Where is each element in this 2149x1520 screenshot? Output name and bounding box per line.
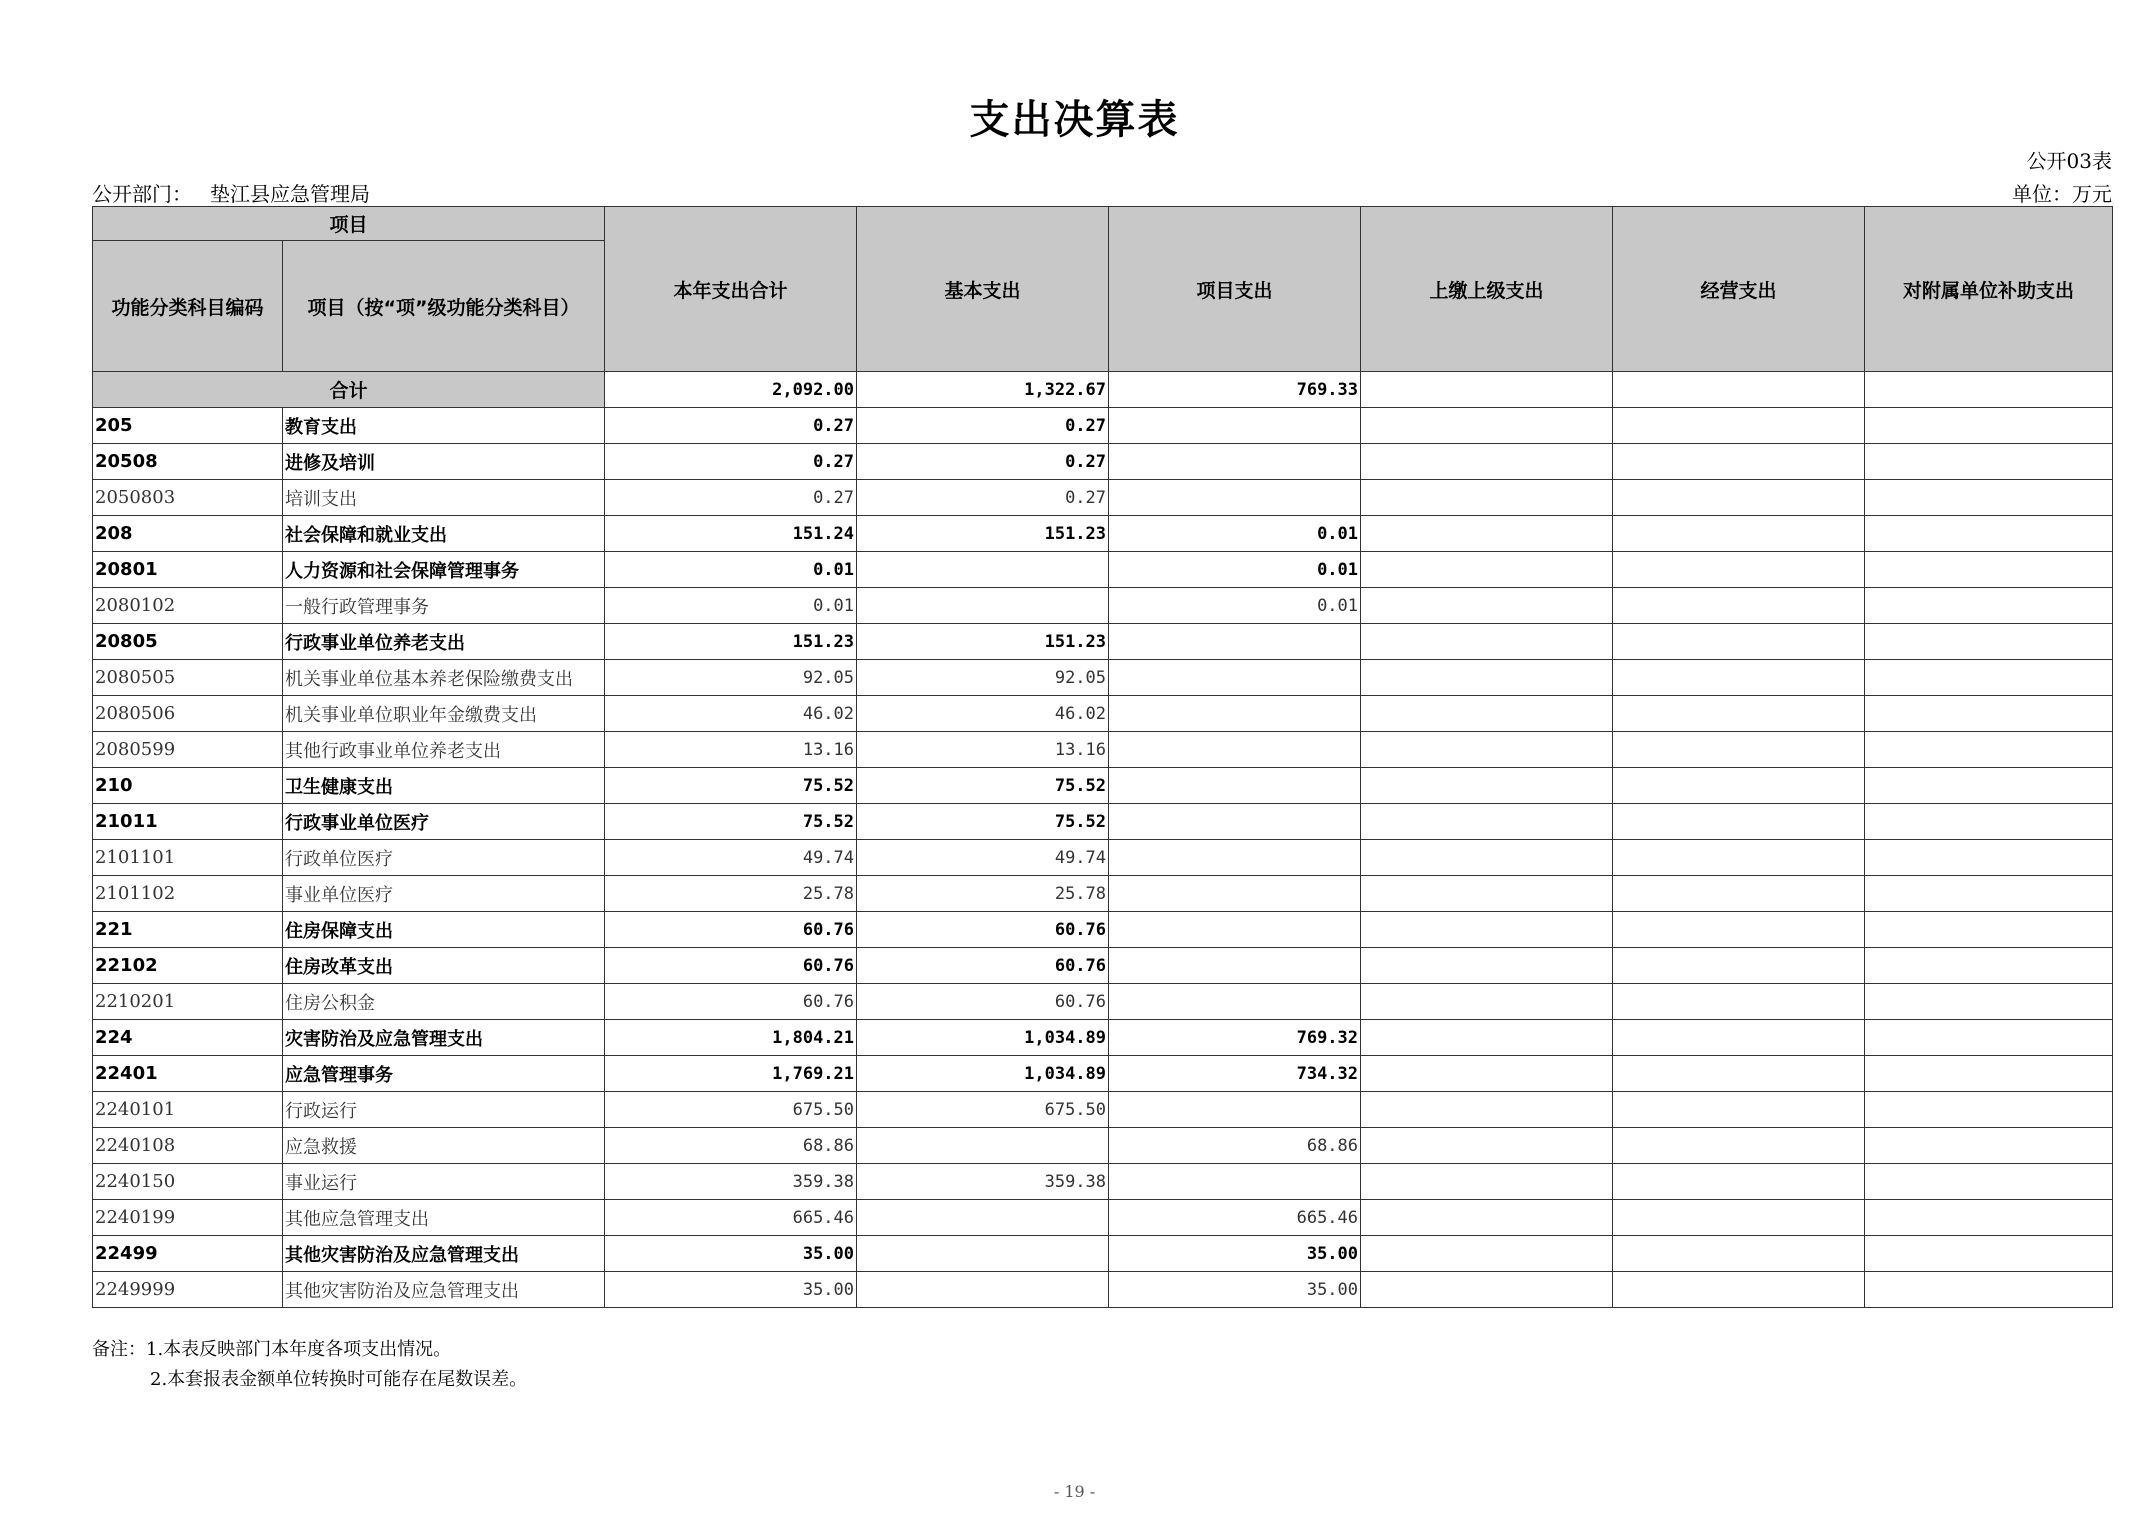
row-total: 151.23: [605, 624, 857, 660]
row-business: [1613, 516, 1865, 552]
note-2: 2.本套报表金额单位转换时可能存在尾数误差。: [150, 1369, 528, 1390]
row-total: 359.38: [605, 1164, 857, 1200]
row-project: 734.32: [1109, 1056, 1361, 1092]
row-name: 其他行政事业单位养老支出: [283, 732, 605, 768]
row-subsidy: [1865, 660, 2113, 696]
row-subsidy: [1865, 1236, 2113, 1272]
row-code: 2240150: [93, 1164, 283, 1200]
row-project: [1109, 480, 1361, 516]
row-name: 灾害防治及应急管理支出: [283, 1020, 605, 1056]
table-row: [93, 408, 2113, 444]
table-row: [93, 588, 2113, 624]
row-project: 0.01: [1109, 516, 1361, 552]
note-1: 备注：1.本表反映部门本年度各项支出情况。: [92, 1339, 452, 1360]
table-row: [93, 1020, 2113, 1056]
row-name: 一般行政管理事务: [283, 588, 605, 624]
row-subsidy: [1865, 876, 2113, 912]
row-subsidy: [1865, 1128, 2113, 1164]
row-subsidy: [1865, 1092, 2113, 1128]
row-total: 46.02: [605, 696, 857, 732]
row-code: 2080599: [93, 732, 283, 768]
table-row: [93, 1056, 2113, 1092]
table-body: [93, 372, 2113, 1308]
row-total: 0.01: [605, 552, 857, 588]
row-basic: 25.78: [857, 876, 1109, 912]
table-row: [93, 984, 2113, 1020]
table-row: [93, 732, 2113, 768]
row-basic: 0.27: [857, 444, 1109, 480]
total-project: 769.33: [1109, 372, 1361, 408]
department-name: 垫江县应急管理局: [210, 182, 370, 206]
row-name: 社会保障和就业支出: [283, 516, 605, 552]
row-project: [1109, 912, 1361, 948]
header-business: 经营支出: [1613, 207, 1865, 372]
row-project: [1109, 696, 1361, 732]
row-total: 0.27: [605, 444, 857, 480]
row-upper: [1361, 696, 1613, 732]
row-subsidy: [1865, 552, 2113, 588]
row-name: 行政事业单位养老支出: [283, 624, 605, 660]
notes: [92, 1335, 527, 1395]
row-basic: [857, 588, 1109, 624]
header-upper-payment: 上缴上级支出: [1361, 207, 1613, 372]
row-upper: [1361, 1272, 1613, 1308]
row-total: 92.05: [605, 660, 857, 696]
row-business: [1613, 1092, 1865, 1128]
row-upper: [1361, 1020, 1613, 1056]
row-name: 行政运行: [283, 1092, 605, 1128]
header-project-expenditure: 项目支出: [1109, 207, 1361, 372]
row-code: 2240199: [93, 1200, 283, 1236]
row-name: 其他灾害防治及应急管理支出: [283, 1272, 605, 1308]
row-code: 2050803: [93, 480, 283, 516]
row-upper: [1361, 804, 1613, 840]
table-row: [93, 1200, 2113, 1236]
row-name: 住房保障支出: [283, 912, 605, 948]
row-subsidy: [1865, 588, 2113, 624]
row-upper: [1361, 948, 1613, 984]
row-code: 2101102: [93, 876, 283, 912]
table-row: [93, 840, 2113, 876]
page-title: 支出决算表: [969, 97, 1180, 143]
row-project: [1109, 804, 1361, 840]
unit-label: 单位：万元: [2012, 182, 2112, 206]
row-code: 20508: [93, 444, 283, 480]
row-basic: 75.52: [857, 768, 1109, 804]
row-subsidy: [1865, 768, 2113, 804]
row-basic: [857, 1200, 1109, 1236]
row-project: [1109, 1164, 1361, 1200]
row-total: 60.76: [605, 984, 857, 1020]
row-basic: 675.50: [857, 1092, 1109, 1128]
header-basic: 基本支出: [857, 207, 1109, 372]
row-code: 20805: [93, 624, 283, 660]
row-upper: [1361, 1128, 1613, 1164]
total-basic: 1,322.67: [857, 372, 1109, 408]
table-row: [93, 912, 2113, 948]
row-code: 2080102: [93, 588, 283, 624]
row-subsidy: [1865, 732, 2113, 768]
row-basic: 0.27: [857, 480, 1109, 516]
row-total: 13.16: [605, 732, 857, 768]
table-row: [93, 876, 2113, 912]
row-business: [1613, 408, 1865, 444]
row-project: [1109, 1092, 1361, 1128]
row-basic: 0.27: [857, 408, 1109, 444]
header-name: 项目（按“项”级功能分类科目）: [283, 241, 605, 372]
row-upper: [1361, 624, 1613, 660]
row-upper: [1361, 516, 1613, 552]
row-total: 60.76: [605, 948, 857, 984]
row-project: [1109, 840, 1361, 876]
row-code: 22102: [93, 948, 283, 984]
row-project: [1109, 768, 1361, 804]
table-row: [93, 480, 2113, 516]
table-row: [93, 768, 2113, 804]
row-code: 2240108: [93, 1128, 283, 1164]
row-name: 机关事业单位职业年金缴费支出: [283, 696, 605, 732]
row-business: [1613, 1200, 1865, 1236]
row-subsidy: [1865, 804, 2113, 840]
header-project: 项目: [93, 207, 605, 241]
row-code: 2240101: [93, 1092, 283, 1128]
row-business: [1613, 804, 1865, 840]
table-row: [93, 948, 2113, 984]
row-business: [1613, 912, 1865, 948]
row-business: [1613, 876, 1865, 912]
row-business: [1613, 732, 1865, 768]
row-code: 208: [93, 516, 283, 552]
row-project: [1109, 408, 1361, 444]
row-basic: 13.16: [857, 732, 1109, 768]
row-total: 75.52: [605, 768, 857, 804]
row-business: [1613, 480, 1865, 516]
row-total: 1,804.21: [605, 1020, 857, 1056]
table-row: [93, 624, 2113, 660]
row-business: [1613, 624, 1865, 660]
row-upper: [1361, 912, 1613, 948]
row-upper: [1361, 768, 1613, 804]
row-basic: [857, 1128, 1109, 1164]
table-row: [93, 1164, 2113, 1200]
row-basic: 92.05: [857, 660, 1109, 696]
row-business: [1613, 1056, 1865, 1092]
row-upper: [1361, 552, 1613, 588]
row-subsidy: [1865, 948, 2113, 984]
row-upper: [1361, 984, 1613, 1020]
row-project: [1109, 984, 1361, 1020]
total-row: [93, 372, 2113, 408]
row-code: 20801: [93, 552, 283, 588]
table-row: [93, 660, 2113, 696]
row-project: [1109, 876, 1361, 912]
row-subsidy: [1865, 840, 2113, 876]
row-basic: [857, 552, 1109, 588]
row-code: 2210201: [93, 984, 283, 1020]
table-row: [93, 1236, 2113, 1272]
row-project: 35.00: [1109, 1236, 1361, 1272]
row-project: 0.01: [1109, 552, 1361, 588]
table-row: [93, 1092, 2113, 1128]
row-project: [1109, 948, 1361, 984]
row-upper: [1361, 1200, 1613, 1236]
row-name: 应急救援: [283, 1128, 605, 1164]
row-name: 住房改革支出: [283, 948, 605, 984]
row-basic: 60.76: [857, 912, 1109, 948]
row-subsidy: [1865, 912, 2113, 948]
row-project: 35.00: [1109, 1272, 1361, 1308]
row-subsidy: [1865, 1200, 2113, 1236]
row-subsidy: [1865, 1056, 2113, 1092]
row-upper: [1361, 660, 1613, 696]
total-subsidy: [1865, 372, 2113, 408]
row-subsidy: [1865, 1272, 2113, 1308]
total-label: 合计: [93, 372, 605, 408]
row-total: 49.74: [605, 840, 857, 876]
row-business: [1613, 660, 1865, 696]
row-total: 151.24: [605, 516, 857, 552]
table-row: [93, 804, 2113, 840]
row-name: 培训支出: [283, 480, 605, 516]
row-business: [1613, 840, 1865, 876]
row-subsidy: [1865, 984, 2113, 1020]
row-upper: [1361, 876, 1613, 912]
row-name: 住房公积金: [283, 984, 605, 1020]
row-basic: 151.23: [857, 516, 1109, 552]
row-business: [1613, 696, 1865, 732]
row-total: 0.27: [605, 408, 857, 444]
row-upper: [1361, 732, 1613, 768]
row-project: 665.46: [1109, 1200, 1361, 1236]
header-total: 本年支出合计: [605, 207, 857, 372]
row-upper: [1361, 840, 1613, 876]
table-row: [93, 516, 2113, 552]
row-code: 22499: [93, 1236, 283, 1272]
row-subsidy: [1865, 1020, 2113, 1056]
row-name: 其他灾害防治及应急管理支出: [283, 1236, 605, 1272]
row-name: 进修及培训: [283, 444, 605, 480]
row-project: 0.01: [1109, 588, 1361, 624]
row-total: 0.01: [605, 588, 857, 624]
row-basic: [857, 1272, 1109, 1308]
row-name: 人力资源和社会保障管理事务: [283, 552, 605, 588]
row-name: 应急管理事务: [283, 1056, 605, 1092]
row-name: 事业运行: [283, 1164, 605, 1200]
row-basic: 75.52: [857, 804, 1109, 840]
row-upper: [1361, 444, 1613, 480]
row-business: [1613, 444, 1865, 480]
row-upper: [1361, 408, 1613, 444]
row-project: [1109, 444, 1361, 480]
table-row: [93, 1272, 2113, 1308]
row-name: 行政单位医疗: [283, 840, 605, 876]
row-subsidy: [1865, 480, 2113, 516]
row-code: 221: [93, 912, 283, 948]
row-upper: [1361, 1164, 1613, 1200]
row-business: [1613, 948, 1865, 984]
row-total: 35.00: [605, 1236, 857, 1272]
table-row: [93, 552, 2113, 588]
row-upper: [1361, 1092, 1613, 1128]
row-subsidy: [1865, 624, 2113, 660]
row-total: 675.50: [605, 1092, 857, 1128]
row-basic: 151.23: [857, 624, 1109, 660]
department-label: 公开部门：: [92, 182, 192, 206]
row-total: 1,769.21: [605, 1056, 857, 1092]
row-code: 21011: [93, 804, 283, 840]
row-name: 行政事业单位医疗: [283, 804, 605, 840]
form-number: 公开03表: [2026, 149, 2112, 173]
header-code: 功能分类科目编码: [93, 241, 283, 372]
table-row: [93, 1128, 2113, 1164]
row-code: 2101101: [93, 840, 283, 876]
row-business: [1613, 552, 1865, 588]
row-subsidy: [1865, 516, 2113, 552]
department-line: [92, 178, 370, 207]
row-total: 25.78: [605, 876, 857, 912]
row-total: 665.46: [605, 1200, 857, 1236]
row-basic: 1,034.89: [857, 1020, 1109, 1056]
row-code: 2080506: [93, 696, 283, 732]
row-name: 教育支出: [283, 408, 605, 444]
row-code: 210: [93, 768, 283, 804]
row-project: 68.86: [1109, 1128, 1361, 1164]
row-upper: [1361, 1056, 1613, 1092]
row-project: [1109, 660, 1361, 696]
row-project: 769.32: [1109, 1020, 1361, 1056]
row-basic: 49.74: [857, 840, 1109, 876]
row-upper: [1361, 1236, 1613, 1272]
row-total: 75.52: [605, 804, 857, 840]
row-total: 0.27: [605, 480, 857, 516]
row-subsidy: [1865, 696, 2113, 732]
row-business: [1613, 1236, 1865, 1272]
total-business: [1613, 372, 1865, 408]
row-business: [1613, 768, 1865, 804]
row-upper: [1361, 588, 1613, 624]
row-basic: 1,034.89: [857, 1056, 1109, 1092]
row-upper: [1361, 480, 1613, 516]
row-name: 其他应急管理支出: [283, 1200, 605, 1236]
row-basic: 46.02: [857, 696, 1109, 732]
row-basic: 60.76: [857, 948, 1109, 984]
row-business: [1613, 984, 1865, 1020]
row-name: 机关事业单位基本养老保险缴费支出: [283, 660, 605, 696]
row-code: 2249999: [93, 1272, 283, 1308]
row-project: [1109, 624, 1361, 660]
row-total: 60.76: [605, 912, 857, 948]
table-row: [93, 444, 2113, 480]
row-code: 205: [93, 408, 283, 444]
row-total: 68.86: [605, 1128, 857, 1164]
total-total: 2,092.00: [605, 372, 857, 408]
table-row: [93, 696, 2113, 732]
row-basic: 359.38: [857, 1164, 1109, 1200]
row-basic: [857, 1236, 1109, 1272]
total-upper: [1361, 372, 1613, 408]
row-business: [1613, 1164, 1865, 1200]
row-code: 2080505: [93, 660, 283, 696]
row-code: 224: [93, 1020, 283, 1056]
row-business: [1613, 1128, 1865, 1164]
row-business: [1613, 1020, 1865, 1056]
row-subsidy: [1865, 408, 2113, 444]
header-subsidy: 对附属单位补助支出: [1865, 207, 2113, 372]
row-total: 35.00: [605, 1272, 857, 1308]
row-basic: 60.76: [857, 984, 1109, 1020]
row-name: 事业单位医疗: [283, 876, 605, 912]
row-code: 22401: [93, 1056, 283, 1092]
row-project: [1109, 732, 1361, 768]
row-name: 卫生健康支出: [283, 768, 605, 804]
row-subsidy: [1865, 1164, 2113, 1200]
page-number: - 19 -: [1053, 1482, 1096, 1501]
expenditure-table: [92, 206, 2113, 1308]
row-subsidy: [1865, 444, 2113, 480]
row-business: [1613, 1272, 1865, 1308]
row-business: [1613, 588, 1865, 624]
